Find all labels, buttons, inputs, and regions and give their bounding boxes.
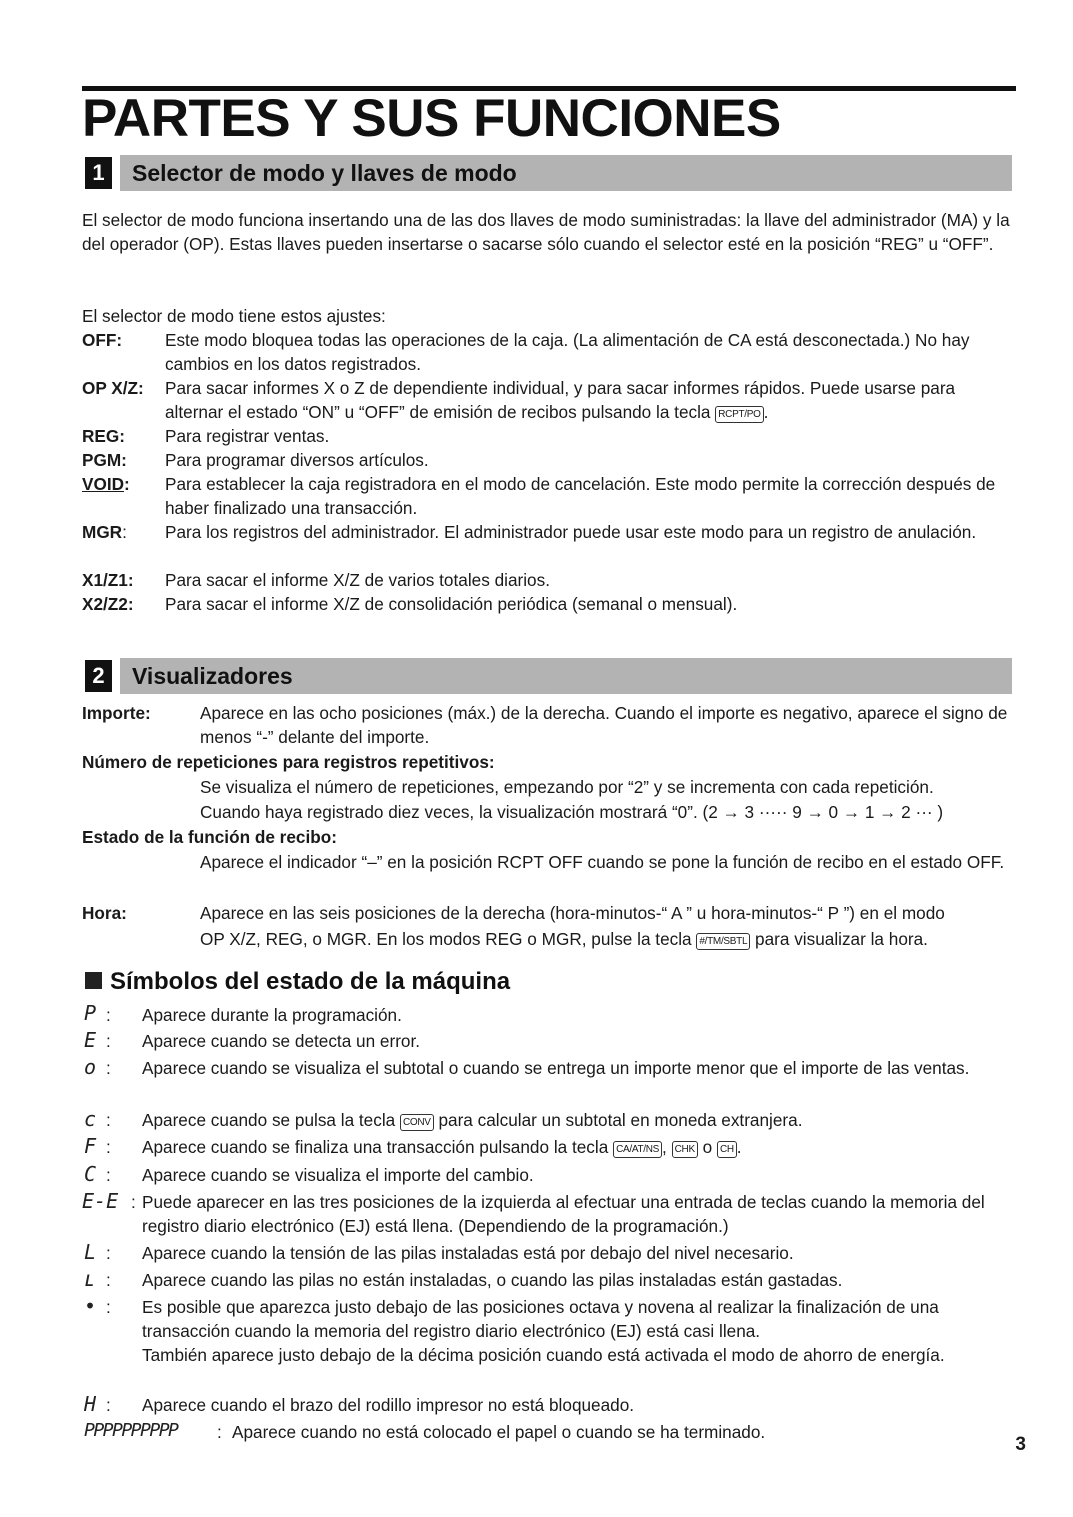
- symbol-desc: Puede aparecer en las tres posiciones de la izquierda al efectuar una entrada de teclas cuando la memoria del registro diario electrónico (EJ) está llena. (Dependiendo de la programación.): [142, 1192, 985, 1236]
- symbol-e-icon: E: [84, 1028, 97, 1052]
- symbol-desc: Aparece cuando las pilas no están instaladas, o cuando las pilas instaladas están gastadas.: [142, 1270, 843, 1290]
- recibo-desc: Aparece el indicador “–” en la posición RCPT OFF cuando se pone la función de recibo en el estado OFF.: [200, 852, 1005, 872]
- symbol-p-icon: P: [84, 1001, 97, 1025]
- symbol-desc: Aparece cuando se pulsa la tecla CONV para calcular un subtotal en moneda extranjera.: [142, 1110, 803, 1130]
- section-1-title: Selector de modo y llaves de modo: [120, 155, 1012, 191]
- display-importe: [82, 701, 1017, 749]
- section-1-number: 1: [85, 157, 112, 189]
- section-2-number: 2: [85, 660, 112, 692]
- display-term: Hora:: [82, 903, 127, 923]
- conv-key: CONV: [400, 1114, 434, 1131]
- display-hora: [82, 901, 1017, 953]
- mode-desc: Para sacar el informe X/Z de varios totales diarios.: [165, 570, 550, 590]
- mode-mgr: [82, 520, 1017, 568]
- symbol-desc: Aparece cuando se finaliza una transacción pulsando la tecla CA/AT/NS , CHK o CH .: [142, 1137, 742, 1157]
- symbol-o-icon: o: [84, 1055, 97, 1079]
- symbol-c-icon: c: [84, 1107, 97, 1131]
- mode-opxz: [82, 376, 1017, 424]
- settings-intro: El selector de modo tiene estos ajustes:: [82, 306, 386, 326]
- tm-sbtl-key: #/TM/SBTL: [696, 933, 750, 950]
- chk-key: CHK: [672, 1141, 698, 1158]
- mode-desc: Para programar diversos artículos.: [165, 450, 429, 470]
- mode-term: VOID:: [82, 474, 130, 494]
- mode-term: OP X/Z:: [82, 378, 144, 398]
- repeticiones-heading: Número de repeticiones para registros repetitivos:: [82, 752, 495, 772]
- page-number: 3: [1015, 1434, 1026, 1455]
- symbol-e-e-icon: E-E: [82, 1189, 119, 1213]
- symbol-change-icon: C: [84, 1162, 97, 1186]
- page-title: PARTES Y SUS FUNCIONES: [82, 89, 781, 148]
- symbol-desc: Aparece cuando no está colocado el papel o cuando se ha terminado.: [232, 1422, 766, 1442]
- square-bullet-icon: [85, 972, 102, 989]
- ch-key: CH: [717, 1141, 737, 1158]
- symbol-desc: Aparece cuando se detecta un error.: [142, 1031, 421, 1051]
- mode-desc: Para los registros del administrador. El administrador puede usar este modo para un registro de anulación.: [165, 522, 977, 542]
- symbol-desc: Aparece durante la programación.: [142, 1005, 402, 1025]
- symbol-f-icon: F: [84, 1134, 97, 1158]
- mode-term: PGM:: [82, 450, 127, 470]
- symbol-dot-icon: •: [84, 1294, 97, 1318]
- symbol-desc: Aparece cuando la tensión de las pilas instaladas está por debajo del nivel necesario.: [142, 1243, 794, 1263]
- section-1-intro: El selector de modo funciona insertando una de las dos llaves de modo suministradas: la llave del administrador (MA) y la del operador (OP). Estas llaves pueden insertarse o sacarse sólo cuando el selector esté en la posición “REG” u “OFF”.: [82, 210, 1010, 254]
- display-term: Importe:: [82, 703, 151, 723]
- symbol-paper-out-icon: PPPPPPPPPP: [84, 1420, 178, 1441]
- mode-term: X1/Z1:: [82, 570, 134, 590]
- section-2-title: Visualizadores: [120, 658, 1012, 694]
- mode-term: REG:: [82, 426, 125, 446]
- symbols-heading: Símbolos del estado de la máquina: [85, 966, 510, 998]
- symbol-low-battery-icon: L: [84, 1240, 97, 1264]
- mode-desc: Para registrar ventas.: [165, 426, 330, 446]
- symbol-h-icon: H: [84, 1392, 97, 1416]
- display-desc: Aparece en las seis posiciones de la derecha (hora-minutos-“ A ” u hora-minutos-“ P ”) en el modo OP X/Z, REG, o MGR. En los modos REG o MGR, pulse la tecla #/TM/SBTL para visualizar la hora.: [200, 903, 945, 949]
- symbol-desc: Aparece cuando se visualiza el subtotal o cuando se entrega un importe menor que el importe de las ventas.: [142, 1058, 970, 1078]
- mode-term: X2/Z2:: [82, 594, 134, 614]
- mode-off: [82, 328, 1017, 376]
- mode-void: [82, 472, 1017, 520]
- mode-term: OFF:: [82, 330, 123, 350]
- symbol-desc: Aparece cuando se visualiza el importe del cambio.: [142, 1165, 534, 1185]
- mode-desc: Para establecer la caja registradora en el modo de cancelación. Este modo permite la corrección después de haber finalizado una transacción.: [165, 474, 996, 518]
- symbol-no-battery-icon: ʟ: [84, 1267, 97, 1291]
- section-1-header: [85, 155, 1012, 191]
- mode-desc: Para sacar el informe X/Z de consolidación periódica (semanal o mensual).: [165, 594, 738, 614]
- mode-desc: Para sacar informes X o Z de dependiente individual, y para sacar informes rápidos. Puede usarse para alternar el estado “ON” u “OFF” de emisión de recibos pulsando la tecla RCPT/PO .: [165, 378, 956, 422]
- symbol-desc: Es posible que aparezca justo debajo de las posiciones octava y novena al realizar la finalización de una transacción cuando la memoria del registro diario electrónico (EJ) está casi llena. También aparece justo debajo de la décima posición cuando está activada el modo de ahorro de energía.: [142, 1297, 945, 1365]
- display-desc: Aparece en las ocho posiciones (máx.) de la derecha. Cuando el importe es negativo, aparece el signo de menos “-” delante del importe.: [200, 703, 1008, 747]
- mode-desc: Este modo bloquea todas las operaciones de la caja. (La alimentación de CA está desconectada.) No hay cambios en los datos registrados.: [165, 330, 970, 374]
- ca-at-ns-key: CA/AT/NS: [613, 1141, 662, 1158]
- recibo-heading: Estado de la función de recibo:: [82, 827, 337, 847]
- symbol-desc: Aparece cuando el brazo del rodillo impresor no está bloqueado.: [142, 1395, 635, 1415]
- mode-term: MGR:: [82, 522, 127, 542]
- section-2-header: [85, 658, 1012, 694]
- rcpt-po-key: RCPT/PO: [715, 406, 763, 423]
